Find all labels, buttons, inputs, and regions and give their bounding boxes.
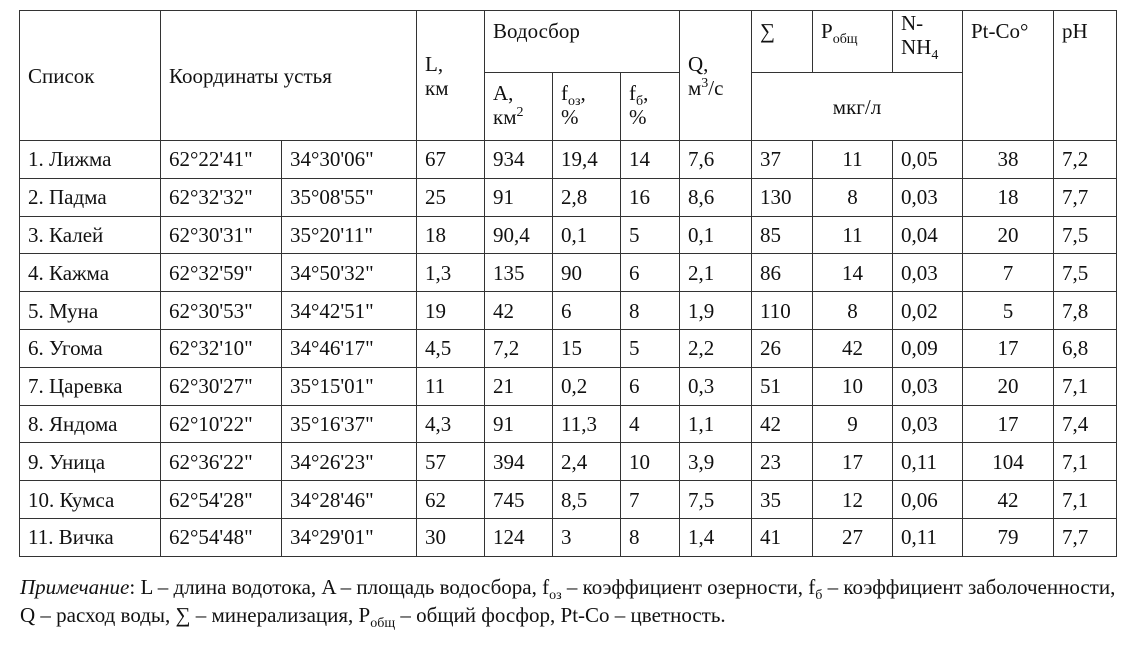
header-phosphorus: $P_{общ}$	[813, 11, 893, 73]
cell-mineralization: 26	[752, 329, 813, 367]
cell-ammonium: 0,03	[893, 405, 963, 443]
cell-flow: 0,3	[680, 367, 752, 405]
cell-river-name: 11. Вичка	[20, 518, 161, 556]
cell-phosphorus: 10	[813, 367, 893, 405]
cell-color: 20	[963, 367, 1054, 405]
cell-river-name: 7. Царевка	[20, 367, 161, 405]
cell-longitude: 34°30'06"	[282, 141, 417, 179]
cell-longitude: 34°46'17"	[282, 329, 417, 367]
cell-color: 17	[963, 405, 1054, 443]
cell-area: 394	[485, 443, 553, 481]
cell-phosphorus: 9	[813, 405, 893, 443]
cell-length: 11	[417, 367, 485, 405]
cell-area: 90,4	[485, 216, 553, 254]
cell-length: 18	[417, 216, 485, 254]
table-row	[20, 178, 1117, 216]
table-row	[20, 405, 1117, 443]
cell-color: 17	[963, 329, 1054, 367]
cell-swamp-coef: 7	[621, 481, 680, 519]
cell-lake-coef: 15	[553, 329, 621, 367]
cell-latitude: 62°30'53"	[161, 292, 282, 330]
cell-mineralization: 41	[752, 518, 813, 556]
cell-ammonium: 0,03	[893, 254, 963, 292]
cell-length: 1,3	[417, 254, 485, 292]
cell-flow: 2,1	[680, 254, 752, 292]
cell-flow: 1,9	[680, 292, 752, 330]
cell-lake-coef: 0,1	[553, 216, 621, 254]
cell-ph: 7,8	[1054, 292, 1117, 330]
cell-longitude: 35°16'37"	[282, 405, 417, 443]
cell-swamp-coef: 5	[621, 329, 680, 367]
header-coordinates: Координаты устья	[161, 11, 417, 141]
cell-latitude: 62°22'41"	[161, 141, 282, 179]
cell-river-name: 5. Муна	[20, 292, 161, 330]
cell-length: 25	[417, 178, 485, 216]
cell-swamp-coef: 10	[621, 443, 680, 481]
cell-ammonium: 0,06	[893, 481, 963, 519]
cell-ammonium: 0,02	[893, 292, 963, 330]
cell-river-name: 1. Лижма	[20, 141, 161, 179]
cell-longitude: 34°50'32"	[282, 254, 417, 292]
cell-lake-coef: 2,4	[553, 443, 621, 481]
cell-river-name: 8. Яндома	[20, 405, 161, 443]
header-list: Список	[20, 11, 161, 141]
table-row	[20, 367, 1117, 405]
cell-phosphorus: 8	[813, 292, 893, 330]
cell-area: 135	[485, 254, 553, 292]
cell-phosphorus: 27	[813, 518, 893, 556]
cell-flow: 7,6	[680, 141, 752, 179]
cell-ph: 7,7	[1054, 178, 1117, 216]
cell-longitude: 34°29'01"	[282, 518, 417, 556]
cell-river-name: 2. Падма	[20, 178, 161, 216]
cell-color: 38	[963, 141, 1054, 179]
header-lake-coef: $f_{оз}$, %	[553, 73, 621, 141]
cell-swamp-coef: 8	[621, 518, 680, 556]
cell-ammonium: 0,05	[893, 141, 963, 179]
cell-latitude: 62°54'48"	[161, 518, 282, 556]
header-ph: pH	[1054, 11, 1117, 141]
cell-color: 20	[963, 216, 1054, 254]
cell-ph: 7,1	[1054, 367, 1117, 405]
cell-length: 57	[417, 443, 485, 481]
cell-area: 7,2	[485, 329, 553, 367]
header-nh4: N- $NH_4$	[893, 11, 963, 73]
cell-ph: 7,1	[1054, 481, 1117, 519]
cell-color: 18	[963, 178, 1054, 216]
cell-area: 42	[485, 292, 553, 330]
cell-lake-coef: 8,5	[553, 481, 621, 519]
cell-latitude: 62°36'22"	[161, 443, 282, 481]
cell-ammonium: 0,11	[893, 518, 963, 556]
cell-swamp-coef: 5	[621, 216, 680, 254]
cell-ph: 7,7	[1054, 518, 1117, 556]
cell-latitude: 62°30'27"	[161, 367, 282, 405]
table-row	[20, 141, 1117, 179]
table-row	[20, 443, 1117, 481]
table-row	[20, 254, 1117, 292]
cell-latitude: 62°10'22"	[161, 405, 282, 443]
cell-river-name: 6. Угома	[20, 329, 161, 367]
cell-latitude: 62°32'32"	[161, 178, 282, 216]
cell-swamp-coef: 16	[621, 178, 680, 216]
cell-phosphorus: 11	[813, 141, 893, 179]
cell-phosphorus: 14	[813, 254, 893, 292]
cell-flow: 1,1	[680, 405, 752, 443]
cell-lake-coef: 90	[553, 254, 621, 292]
cell-swamp-coef: 6	[621, 254, 680, 292]
cell-river-name: 9. Уница	[20, 443, 161, 481]
table-row	[20, 481, 1117, 519]
cell-color: 42	[963, 481, 1054, 519]
header-basin: Водосбор	[485, 11, 680, 73]
cell-mineralization: 35	[752, 481, 813, 519]
cell-lake-coef: 2,8	[553, 178, 621, 216]
cell-latitude: 62°32'59"	[161, 254, 282, 292]
cell-lake-coef: 19,4	[553, 141, 621, 179]
cell-area: 21	[485, 367, 553, 405]
cell-area: 934	[485, 141, 553, 179]
table-row	[20, 518, 1117, 556]
cell-mineralization: 42	[752, 405, 813, 443]
cell-longitude: 34°26'23"	[282, 443, 417, 481]
cell-mineralization: 37	[752, 141, 813, 179]
cell-swamp-coef: 8	[621, 292, 680, 330]
cell-length: 30	[417, 518, 485, 556]
cell-swamp-coef: 6	[621, 367, 680, 405]
cell-longitude: 35°20'11"	[282, 216, 417, 254]
cell-length: 62	[417, 481, 485, 519]
header-sum: ∑	[752, 11, 813, 73]
table-note: Примечание: L – длина водотока, A – площадь водосбора, $f_{оз}$ – коэффициент озерности, $f_б$ – коэффициент заболоченности, Q – расход воды, ∑ – минерализация, $P_{общ}$ – общий фосфор, Pt-Co – цветность.	[20, 575, 1116, 632]
cell-lake-coef: 0,2	[553, 367, 621, 405]
cell-color: 79	[963, 518, 1054, 556]
cell-longitude: 34°28'46"	[282, 481, 417, 519]
cell-flow: 8,6	[680, 178, 752, 216]
cell-latitude: 62°54'28"	[161, 481, 282, 519]
cell-color: 5	[963, 292, 1054, 330]
cell-ammonium: 0,09	[893, 329, 963, 367]
cell-mineralization: 85	[752, 216, 813, 254]
header-color: Pt-Co°	[963, 11, 1054, 141]
cell-length: 4,3	[417, 405, 485, 443]
cell-color: 7	[963, 254, 1054, 292]
cell-length: 4,5	[417, 329, 485, 367]
cell-ammonium: 0,04	[893, 216, 963, 254]
header-length: L, км	[417, 11, 485, 141]
cell-mineralization: 23	[752, 443, 813, 481]
cell-ph: 7,5	[1054, 254, 1117, 292]
cell-longitude: 34°42'51"	[282, 292, 417, 330]
table-row	[20, 292, 1117, 330]
cell-phosphorus: 12	[813, 481, 893, 519]
table-row	[20, 329, 1117, 367]
note-label: Примечание	[20, 575, 130, 599]
cell-mineralization: 110	[752, 292, 813, 330]
cell-phosphorus: 11	[813, 216, 893, 254]
cell-flow: 2,2	[680, 329, 752, 367]
cell-area: 91	[485, 405, 553, 443]
cell-river-name: 4. Кажма	[20, 254, 161, 292]
cell-ph: 7,4	[1054, 405, 1117, 443]
cell-longitude: 35°08'55"	[282, 178, 417, 216]
cell-phosphorus: 42	[813, 329, 893, 367]
cell-area: 745	[485, 481, 553, 519]
table-row	[20, 216, 1117, 254]
cell-phosphorus: 8	[813, 178, 893, 216]
cell-color: 104	[963, 443, 1054, 481]
cell-ammonium: 0,11	[893, 443, 963, 481]
cell-area: 124	[485, 518, 553, 556]
cell-ph: 6,8	[1054, 329, 1117, 367]
cell-lake-coef: 6	[553, 292, 621, 330]
cell-ph: 7,2	[1054, 141, 1117, 179]
cell-latitude: 62°30'31"	[161, 216, 282, 254]
cell-length: 19	[417, 292, 485, 330]
cell-lake-coef: 3	[553, 518, 621, 556]
cell-longitude: 35°15'01"	[282, 367, 417, 405]
cell-ph: 7,5	[1054, 216, 1117, 254]
cell-mineralization: 130	[752, 178, 813, 216]
cell-flow: 7,5	[680, 481, 752, 519]
cell-swamp-coef: 14	[621, 141, 680, 179]
cell-swamp-coef: 4	[621, 405, 680, 443]
cell-mineralization: 86	[752, 254, 813, 292]
header-swamp-coef: $f_б$, %	[621, 73, 680, 141]
cell-latitude: 62°32'10"	[161, 329, 282, 367]
cell-river-name: 3. Калей	[20, 216, 161, 254]
cell-flow: 3,9	[680, 443, 752, 481]
cell-flow: 1,4	[680, 518, 752, 556]
header-flow: Q, $м^3/с$	[680, 11, 752, 141]
rivers-table	[19, 10, 1117, 557]
cell-ammonium: 0,03	[893, 367, 963, 405]
cell-phosphorus: 17	[813, 443, 893, 481]
header-area: A, $км^2$	[485, 73, 553, 141]
cell-lake-coef: 11,3	[553, 405, 621, 443]
cell-flow: 0,1	[680, 216, 752, 254]
cell-river-name: 10. Кумса	[20, 481, 161, 519]
cell-ammonium: 0,03	[893, 178, 963, 216]
header-units-mkg: мкг/л	[752, 73, 963, 141]
cell-ph: 7,1	[1054, 443, 1117, 481]
cell-mineralization: 51	[752, 367, 813, 405]
cell-length: 67	[417, 141, 485, 179]
cell-area: 91	[485, 178, 553, 216]
